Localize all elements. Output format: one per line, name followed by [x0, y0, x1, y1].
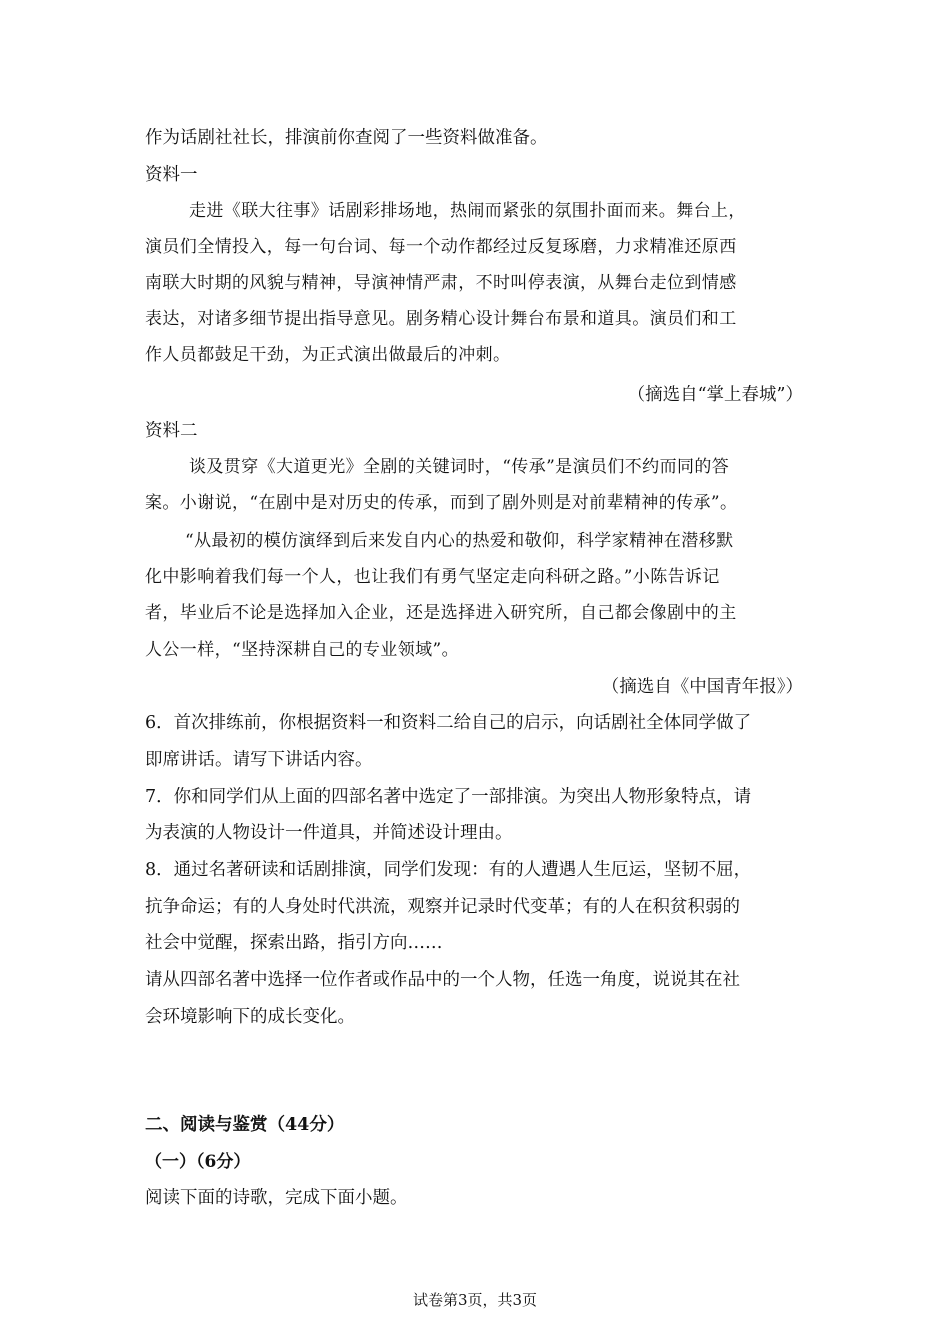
section-2-heading: 二、阅读与鉴赏（44分）: [145, 1115, 345, 1135]
question-6-line: 即席讲话。请写下讲话内容。: [145, 750, 373, 770]
question-6-line: 6．首次排练前，你根据资料一和资料二给自己的启示，向话剧社全体同学做了: [145, 713, 752, 733]
material-2-line: “从最初的模仿演绎到后来发自内心的热爱和敬仰，科学家精神在潜移默: [185, 531, 734, 551]
material-2-line: 案。小谢说，“在剧中是对历史的传承，而到了剧外则是对前辈精神的传承”。: [145, 493, 738, 513]
material-2-line: 谈及贯穿《大道更光》全剧的关键词时，“传承”是演员们不约而同的答: [189, 457, 730, 477]
question-8-line: 社会中觉醒，探索出路，指引方向……: [145, 933, 443, 953]
material-1-heading: 资料一: [145, 165, 198, 185]
material-1-source: （摘选自“掌上春城”）: [627, 385, 803, 405]
section-2-instruction: 阅读下面的诗歌，完成下面小题。: [145, 1188, 408, 1208]
material-2-line: 者，毕业后不论是选择加入企业，还是选择进入研究所，自己都会像剧中的主: [145, 603, 737, 623]
intro-text: 作为话剧社社长，排演前你查阅了一些资料做准备。: [145, 128, 548, 148]
material-1-line: 演员们全情投入，每一句台词、每一个动作都经过反复琢磨，力求精准还原西: [145, 237, 737, 257]
material-1-line: 走进《联大往事》话剧彩排场地，热闹而紧张的氛围扑面而来。舞台上，: [189, 201, 746, 221]
question-8-line: 抗争命运；有的人身处时代洪流，观察并记录时代变革；有的人在积贫积弱的: [145, 897, 740, 917]
material-2-heading: 资料二: [145, 421, 198, 441]
material-2-line: 人公一样，“坚持深耕自己的专业领域”。: [145, 640, 459, 660]
material-2-source: （摘选自《中国青年报》）: [601, 677, 803, 697]
material-1-line: 表达，对诸多细节提出指导意见。剧务精心设计舞台布景和道具。演员们和工: [145, 309, 737, 329]
section-2-part-1-heading: （一）（6分）: [145, 1152, 251, 1172]
question-7-line: 7．你和同学们从上面的四部名著中选定了一部排演。为突出人物形象特点，请: [145, 787, 752, 807]
material-2-line: 化中影响着我们每一个人，也让我们有勇气坚定走向科研之路。”小陈告诉记: [145, 567, 720, 587]
question-7-line: 为表演的人物设计一件道具，并简述设计理由。: [145, 823, 513, 843]
page-footer: 试卷第3页，共3页: [412, 1291, 538, 1309]
material-1-line: 南联大时期的风貌与精神，导演神情严肃，不时叫停表演，从舞台走位到情感: [145, 273, 737, 293]
question-8-line: 请从四部名著中选择一位作者或作品中的一个人物，任选一角度，说说其在社: [145, 970, 740, 990]
question-8-line: 8．通过名著研读和话剧排演，同学们发现：有的人遭遇人生厄运，坚韧不屈，: [145, 860, 752, 880]
question-8-line: 会环境影响下的成长变化。: [145, 1007, 355, 1027]
material-1-line: 作人员都鼓足干劲，为正式演出做最后的冲刺。: [145, 345, 511, 365]
